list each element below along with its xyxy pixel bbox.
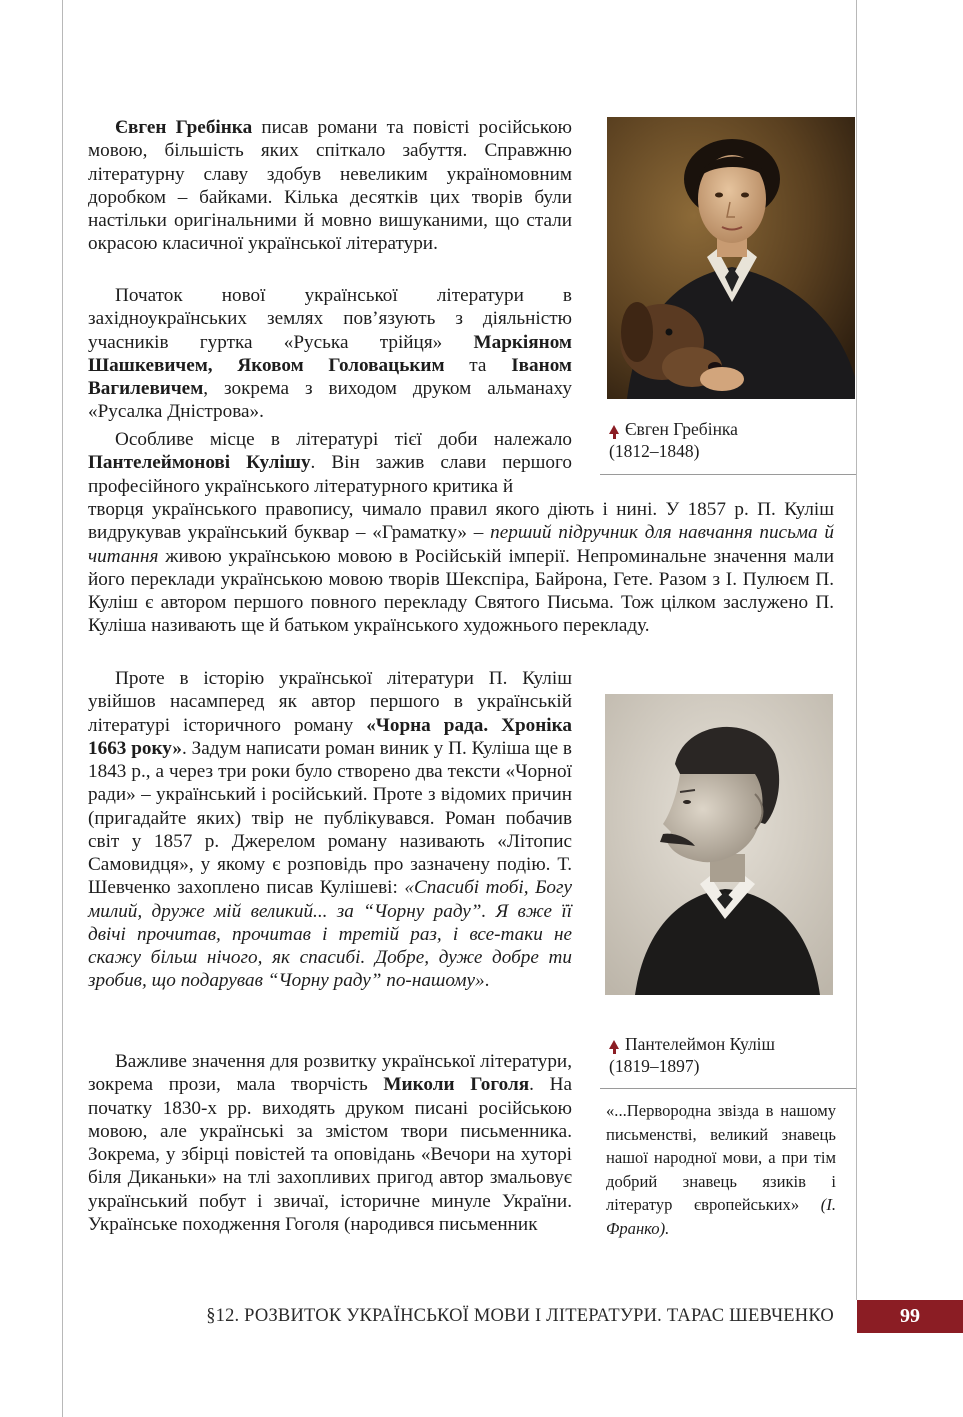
paragraph-chorna-rada [88, 667, 572, 993]
arrow-up-icon [609, 425, 619, 434]
paragraph-ruska-triytsia [88, 284, 572, 424]
caption-kulish-name: Пантелеймон Куліш [625, 1034, 776, 1054]
franko-quote-author: (І. Франко). [606, 1195, 836, 1238]
text-run: «Чорна рада. Хроніка 1663 року» [88, 714, 572, 759]
text-run: Початок нової української літератури в західноукраїнських землях пов’язують з діяльністю учасників гуртка «Руська трійця» [88, 285, 572, 353]
text-run: . Задум написати роман виник у П. Куліша ще в 1843 р., а через три роки було створено два тексти «Чорної ради» – український і російський. Проте з відомих причин (пригадайте яких) твір не публікувався. Роман побачив світ у 1857 р. Джерелом роману називають «Літопис Самовидця», у якому є розповідь про зазначену подію. Т. Шевченко захоплено писав Кулішеві: [88, 737, 572, 899]
caption-hrebinka-years: (1812–1848) [609, 441, 700, 461]
text-run: Іваном Вагилевичем [88, 354, 572, 399]
arrow-up-icon [609, 1040, 619, 1049]
section-title: §12. РОЗВИТОК УКРАЇНСЬКОЇ МОВИ І ЛІТЕРАТУРИ. ТАРАС ШЕВЧЕНКО [206, 1306, 834, 1326]
text-run: Маркіяном Шашкевичем, Яковом Головацьким [88, 331, 572, 376]
text-run: перший підручник для навчання письма й читання [88, 522, 834, 567]
caption-kulish-years: (1819–1897) [609, 1056, 700, 1076]
caption-divider [600, 474, 856, 475]
paragraph-hrebinka [88, 116, 572, 256]
text-run: Миколи Гоголя [383, 1074, 530, 1096]
text-run: Проте в історію української літератури П. Куліш увійшов насамперед як автор першого в українській літературі історичного роману [88, 668, 572, 736]
text-run: . На початку 1830-х рр. виходять друком писані російською мовою, але українські за змістом твори письменника. Зокрема, у збірці повістей та оповідань «Вечори на хуторі біля Диканьки» на тлі захопливих пригод автор змальовує український побут і звичаї, історичне минуле України. Українське походження Гоголя (народився письменник [88, 1074, 572, 1235]
text-run: Євген Гребінка [115, 117, 253, 138]
text-run: Особливе місце в літературі тієї доби належало [115, 429, 572, 450]
text-run: живою українською мовою в Російській імперії. Непроминальне значення мали його переклади українською мовою творів Шекспіра, Байрона, Гете. Разом з І. Пулюєм П. Куліш є автором першого повного перекладу Святого Письма. Тож цілком заслужено П. Куліша називають ще й батьком українського художнього перекладу. [88, 545, 834, 637]
text-run: . [484, 970, 490, 992]
text-run: творця українського правопису, чимало правил якого діють і нині. У 1857 р. П. Куліш видрукував український буквар – «Граматку» – [88, 499, 834, 544]
portrait-hrebinka-image [607, 117, 855, 399]
caption-kulish [609, 1033, 849, 1077]
text-run: Важливе значення для розвитку української літератури, зокрема прози, мала творчість [88, 1051, 572, 1096]
text-run: Пантелеймонові Кулішу [88, 452, 311, 474]
text-run: , зокрема з виходом друком альманаху «Русалка Дністрова». [88, 378, 572, 423]
caption-divider [600, 1088, 856, 1089]
text-run: «Спасибі тобі, Богу милий, друже мій великий... за “Чорну раду”. Я вже її двічі прочитав, прочитав і третій раз, і все-таки не скажу більш нічого, як спасибі. Добре, дуже добре ти зробив, що подарував “Чорну раду” по-нашому» [88, 877, 572, 992]
text-run: . Він зажив слави першого професійного українського літературного критика й [88, 452, 572, 497]
text-run: писав романи та повісті російською мовою, більшість яких спіткало забуття. Справжню літературну славу здобув невеликим україномовним доробком – байками. Кілька десятків цих творів були настільки оригінальними й мовно вишуканими, що стали окрасою класичної української літератури. [88, 117, 572, 255]
left-margin-line [62, 0, 63, 1417]
paragraph-kulish-translations [88, 498, 834, 638]
franko-quote [606, 1099, 836, 1240]
portrait-kulish-image [605, 694, 833, 995]
franko-quote-text: «...Первородна звізда в нашому письменстві, великий знавець нашої народної мови, а при тім добрий знавець язиків і літератур європейських» [606, 1101, 836, 1214]
caption-hrebinka [609, 418, 849, 462]
page-number: 99 [857, 1300, 963, 1333]
right-margin-line [856, 0, 857, 1300]
paragraph-kulish-intro [88, 428, 572, 498]
caption-hrebinka-name: Євген Гребінка [625, 419, 738, 439]
text-run: та [444, 354, 512, 376]
paragraph-hohol [88, 1050, 572, 1236]
